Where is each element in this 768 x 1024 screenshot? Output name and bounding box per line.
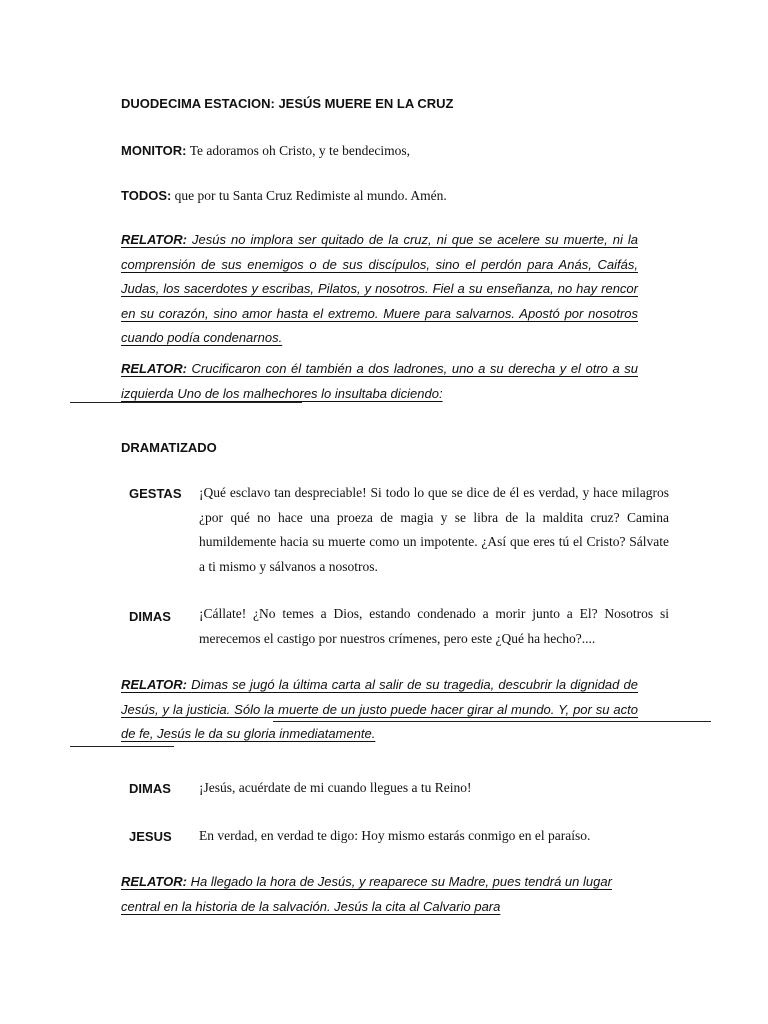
relator-paragraph-1: [121, 228, 638, 351]
dramatizado-heading: DRAMATIZADO: [121, 440, 217, 455]
relator-label: RELATOR:: [121, 361, 187, 376]
speaker-gestas: GESTAS: [129, 486, 182, 501]
todos-text: que por tu Santa Cruz Redimiste al mundo. Amén.: [174, 188, 447, 203]
relator-paragraph-2: [121, 357, 638, 406]
relator-text: Jesús no implora ser quitado de la cruz, ni que se acelere su muerte, ni la comprensión de sus enemigos o de sus discípulos, sino el perdón para Anás, Caifás, Judas, los sacerdotes y escribas, Pilatos, y nosotros. Fiel a su enseñanza, no hay rencor en su corazón, sino amor hasta el extremo. Muere para salvarnos. Apostó por nosotros cuando podía condenarnos.: [121, 232, 638, 346]
stray-rule: [70, 402, 302, 403]
speech-dimas: ¡Cállate! ¿No temes a Dios, estando condenado a morir junto a El? Nosotros si merecemos el castigo por nuestros crímenes, pero este ¿Qué ha hecho?....: [199, 606, 669, 646]
speaker-jesus: JESUS: [129, 829, 172, 844]
monitor-label: MONITOR:: [121, 143, 187, 158]
stray-rule: [70, 746, 174, 747]
relator-label: RELATOR:: [121, 874, 187, 889]
relator-text: Dimas se jugó la última carta al salir de su tragedia, descubrir la dignidad de Jesús, y la justicia. Sólo la muerte de un justo puede hacer girar al mundo. Y, por su acto de fe, Jesús le da su gloria inmediatamente.: [121, 677, 638, 742]
speaker-dimas: DIMAS: [129, 781, 171, 796]
speech-gestas: ¡Qué esclavo tan despreciable! Si todo lo que se dice de él es verdad, y hace milagros ¿por qué no hace una proeza de magia y se libra de la maldita cruz? Camina humildemente hacia su muerte como un impotente. ¿Así que eres tú el Cristo? Sálvate a ti mismo y sálvanos a nosotros.: [199, 485, 669, 574]
relator-text: Ha llegado la hora de Jesús, y reaparece su Madre, pues tendrá un lugar central en la historia de la salvación. Jesús la cita al Calvario para: [121, 874, 612, 914]
todos-line: [121, 188, 447, 204]
station-title: DUODECIMA ESTACION: JESÚS MUERE EN LA CRUZ: [121, 96, 454, 111]
todos-label: TODOS:: [121, 188, 172, 203]
monitor-text: Te adoramos oh Cristo, y te bendecimos,: [189, 143, 410, 158]
monitor-line: [121, 143, 410, 159]
relator-label: RELATOR:: [121, 232, 187, 247]
stray-rule: [273, 721, 711, 722]
speaker-dimas: DIMAS: [129, 609, 171, 624]
relator-label: RELATOR:: [121, 677, 187, 692]
speech-dimas: ¡Jesús, acuérdate de mi cuando llegues a tu Reino!: [199, 780, 472, 795]
relator-paragraph-4: [121, 870, 621, 919]
relator-text: Crucificaron con él también a dos ladrones, uno a su derecha y el otro a su izquierda Uno de los malhechores lo insultaba diciendo:: [121, 361, 638, 401]
speech-jesus: En verdad, en verdad te digo: Hoy mismo estarás conmigo en el paraíso.: [199, 828, 591, 843]
relator-paragraph-3: [121, 673, 638, 747]
